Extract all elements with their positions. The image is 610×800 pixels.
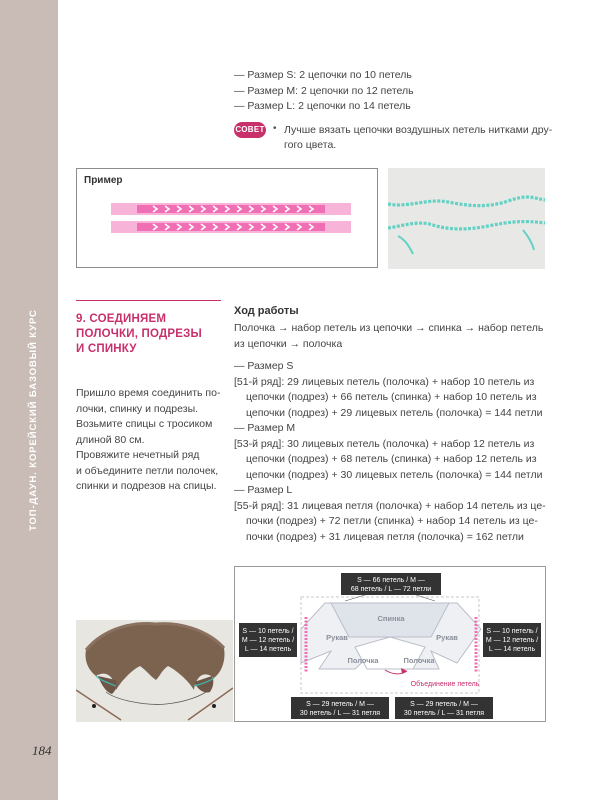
page-number: 184 bbox=[32, 743, 52, 758]
work-instructions bbox=[234, 321, 554, 545]
right-box-line: M — 12 петель / bbox=[485, 637, 539, 644]
row-line: цепочки (подрез) + 66 петель (спинка) + набор 10 петель из bbox=[246, 391, 537, 403]
row-line: [51-й ряд]: 29 лицевых петель (полочка) + набор 10 петель из bbox=[234, 375, 535, 388]
tip-text bbox=[284, 123, 569, 153]
section-rule bbox=[76, 300, 221, 301]
section-title-line: ПОЛОЧКИ, ПОДРЕЗЫ bbox=[76, 328, 202, 340]
bottom-left-box-line: 30 петель / L — 31 петля bbox=[299, 710, 381, 717]
row-line: [55-й ряд]: 31 лицевая петля (полочка) + набор 14 петель из це- bbox=[234, 499, 546, 512]
row-line: [53-й ряд]: 30 лицевых петель (полочка) + набор 12 петель из bbox=[234, 437, 535, 450]
example-figure bbox=[76, 168, 378, 268]
chain-strip-bottom bbox=[111, 221, 351, 233]
tip-line: гого цвета. bbox=[284, 139, 337, 151]
intro-line: Пришло время соединить по- bbox=[76, 387, 221, 399]
sizes-list bbox=[234, 68, 414, 115]
front-left-label: Полочка bbox=[347, 656, 379, 665]
flow-line: Полочка → набор петель из цепочки → спинка → набор петель bbox=[234, 322, 544, 334]
bottom-right-box-line: 30 петель / L — 31 петля bbox=[403, 710, 485, 717]
left-box-line: L — 14 петель bbox=[244, 646, 292, 653]
intro-line: лочки, спинку и подрезы. bbox=[76, 402, 199, 415]
sleeve-left-label: Рукав bbox=[326, 633, 348, 642]
left-box-line: S — 10 петель / bbox=[242, 628, 294, 635]
row-line: цепочки (подрез) + 68 петель (спинка) + набор 12 петель из bbox=[246, 453, 537, 465]
section-title bbox=[76, 312, 202, 357]
chain-strip-top bbox=[111, 203, 351, 215]
back-label: Спинка bbox=[377, 614, 405, 623]
sidebar-band bbox=[0, 0, 58, 800]
flow-line: из цепочки → полочка bbox=[234, 337, 343, 350]
left-box-line: M — 12 петель / bbox=[241, 637, 295, 644]
right-box-line: S — 10 петель / bbox=[486, 628, 538, 635]
intro-line: Возьмите спицы с тросиком bbox=[76, 418, 213, 430]
right-box-line: L — 14 петель bbox=[488, 646, 536, 653]
bottom-left-box-line: S — 29 петель / M — bbox=[306, 701, 374, 708]
intro-line: и объедините петли полочек, bbox=[76, 464, 219, 477]
tip-bullet: • bbox=[273, 123, 277, 134]
top-box-line: S — 66 петель / M — bbox=[357, 577, 425, 584]
row-line: цепочки (подрез) + 29 лицевых петель (полочка) = 144 петли bbox=[246, 406, 543, 419]
photo-yarn-chains bbox=[388, 168, 545, 269]
running-header: ТОП-ДАУН. КОРЕЙСКИЙ БАЗОВЫЙ КУРС bbox=[28, 309, 39, 531]
row-line: почки (подрез) + 31 лицевая петля (полочка) = 162 петли bbox=[246, 530, 524, 543]
example-label: Пример bbox=[84, 175, 123, 186]
intro-paragraph bbox=[76, 386, 226, 495]
front-right-label: Полочка bbox=[403, 656, 435, 665]
work-heading: Ход работы bbox=[234, 305, 299, 317]
row-line: цепочки (подрез) + 30 лицевых петель (полочка) = 144 петли bbox=[246, 468, 543, 481]
size-item: — Размер S: 2 цепочки по 10 петель bbox=[234, 69, 412, 81]
section-title-line: И СПИНКУ bbox=[76, 343, 137, 355]
intro-line: длиной 80 см. bbox=[76, 433, 145, 446]
size-item: — Размер M: 2 цепочки по 12 петель bbox=[234, 84, 414, 97]
join-label: Объединение петель bbox=[410, 681, 480, 688]
row-line: почки (подрез) + 72 петли (спинка) + набор 14 петель из це- bbox=[246, 515, 538, 527]
joining-diagram bbox=[234, 566, 546, 722]
size-item: — Размер L: 2 цепочки по 14 петель bbox=[234, 100, 411, 112]
photo-knitted-yoke bbox=[76, 620, 233, 722]
intro-line: Провяжите нечетный ряд bbox=[76, 449, 200, 461]
section-title-line: 9. СОЕДИНЯЕМ bbox=[76, 313, 167, 325]
tip-line: Лучше вязать цепочки воздушных петель нитками дру- bbox=[284, 124, 553, 136]
size-s-label: — Размер S bbox=[234, 360, 294, 372]
tip-badge: СОВЕТ bbox=[234, 122, 266, 138]
top-box-line: 68 петель / L — 72 петли bbox=[350, 586, 432, 593]
size-l-label: — Размер L bbox=[234, 484, 293, 496]
bottom-right-box-line: S — 29 петель / M — bbox=[410, 701, 478, 708]
chain-illustration bbox=[111, 201, 351, 241]
size-m-label: — Размер M bbox=[234, 422, 296, 434]
sleeve-right-label: Рукав bbox=[436, 633, 458, 642]
intro-line: спинки и подрезов на спицы. bbox=[76, 480, 217, 492]
